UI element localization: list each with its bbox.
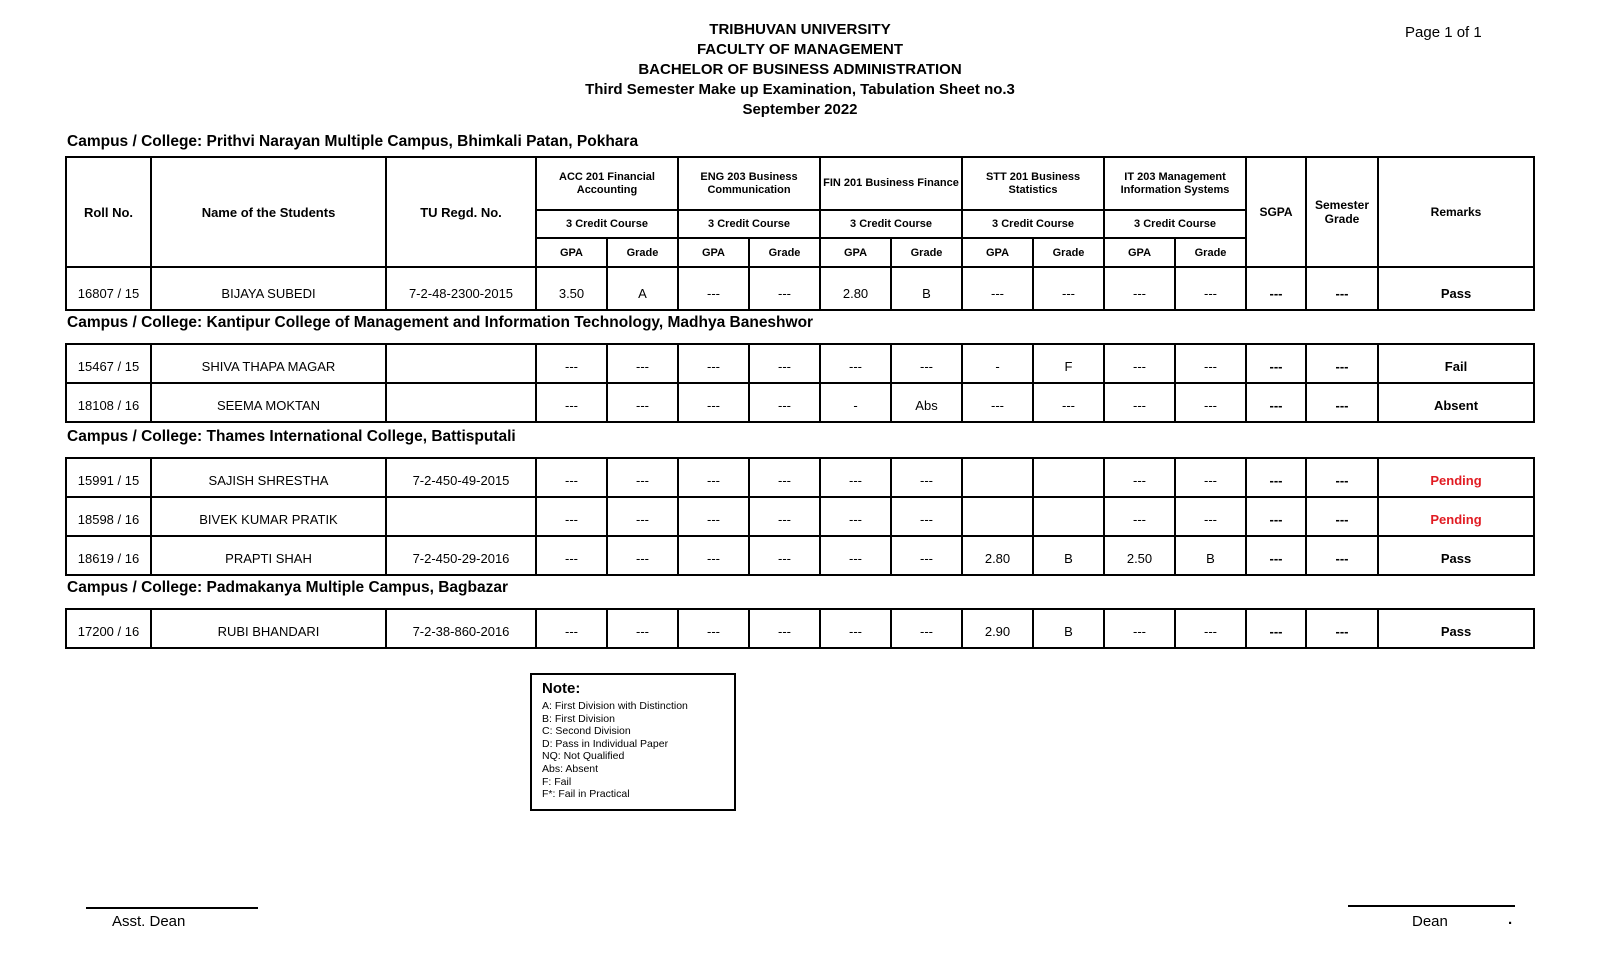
cell-grade: --- (607, 497, 678, 536)
cell-remarks: Pass (1378, 267, 1534, 310)
cell-semester-grade: --- (1306, 344, 1378, 383)
col-header-regd: TU Regd. No. (386, 157, 536, 267)
cell-remarks: Fail (1378, 344, 1534, 383)
table-body (66, 609, 1534, 648)
cell-grade: --- (891, 497, 962, 536)
table-row (66, 497, 1534, 536)
cell-grade: --- (749, 267, 820, 310)
cell-roll-no: 17200 / 16 (66, 609, 151, 648)
cell-semester-grade: --- (1306, 383, 1378, 422)
cell-grade: --- (1175, 383, 1246, 422)
cell-grade: B (1175, 536, 1246, 575)
col-header-grade: Grade (1175, 238, 1246, 267)
cell-sgpa: --- (1246, 609, 1306, 648)
cell-grade: F (1033, 344, 1104, 383)
col-header-remarks: Remarks (1378, 157, 1534, 267)
asst-dean-signature-line (86, 907, 258, 909)
cell-sgpa: --- (1246, 497, 1306, 536)
col-header-credit: 3 Credit Course (962, 210, 1104, 238)
cell-grade: --- (891, 536, 962, 575)
cell-gpa: - (962, 344, 1033, 383)
cell-gpa: --- (678, 497, 749, 536)
col-header-sgpa: SGPA (1246, 157, 1306, 267)
col-header-subject: IT 203 Management Information Systems (1104, 157, 1246, 210)
table-row (66, 383, 1534, 422)
cell-sgpa: --- (1246, 536, 1306, 575)
table-row (66, 267, 1534, 310)
cell-remarks: Absent (1378, 383, 1534, 422)
cell-gpa: --- (678, 383, 749, 422)
cell-roll-no: 18598 / 16 (66, 497, 151, 536)
campus-section (65, 579, 1535, 649)
cell-gpa: --- (536, 458, 607, 497)
note-item: F: Fail (542, 775, 572, 788)
cell-sgpa: --- (1246, 458, 1306, 497)
cell-gpa: --- (678, 344, 749, 383)
cell-remarks: Pending (1378, 497, 1534, 536)
cell-tu-regd-no (386, 497, 536, 536)
cell-gpa: --- (820, 497, 891, 536)
asst-dean-label: Asst. Dean (112, 913, 186, 930)
cell-grade: --- (607, 383, 678, 422)
col-header-grade: Grade (891, 238, 962, 267)
cell-grade: --- (607, 536, 678, 575)
cell-gpa: --- (820, 344, 891, 383)
cell-roll-no: 15991 / 15 (66, 458, 151, 497)
cell-remarks: Pending (1378, 458, 1534, 497)
cell-gpa: --- (1104, 383, 1175, 422)
table-row (66, 609, 1534, 648)
col-header-credit: 3 Credit Course (536, 210, 678, 238)
faculty-name: FACULTY OF MANAGEMENT (696, 41, 904, 58)
cell-tu-regd-no: 7-2-450-29-2016 (386, 536, 536, 575)
col-header-subject: STT 201 Business Statistics (962, 157, 1104, 210)
cell-grade: --- (891, 344, 962, 383)
col-header-credit: 3 Credit Course (820, 210, 962, 238)
table-body (66, 458, 1534, 575)
cell-semester-grade: --- (1306, 497, 1378, 536)
cell-gpa: --- (962, 383, 1033, 422)
cell-grade: --- (891, 609, 962, 648)
cell-grade: B (891, 267, 962, 310)
cell-gpa: --- (820, 536, 891, 575)
col-header-gpa: GPA (1104, 238, 1175, 267)
cell-student-name: SEEMA MOKTAN (151, 383, 386, 422)
cell-grade: Abs (891, 383, 962, 422)
cell-gpa: --- (1104, 497, 1175, 536)
cell-remarks: Pass (1378, 536, 1534, 575)
cell-grade: --- (1175, 344, 1246, 383)
cell-grade (1033, 458, 1104, 497)
note-items (542, 700, 724, 801)
campus-section (65, 428, 1535, 576)
col-header-gpa: GPA (962, 238, 1033, 267)
cell-grade: B (1033, 536, 1104, 575)
cell-grade: --- (749, 497, 820, 536)
campus-heading: Campus / College: Thames International College, Battisputali (67, 428, 516, 445)
col-header-credit: 3 Credit Course (1104, 210, 1246, 238)
cell-grade: --- (1175, 458, 1246, 497)
cell-gpa: --- (678, 458, 749, 497)
cell-gpa: --- (536, 536, 607, 575)
cell-grade: A (607, 267, 678, 310)
cell-grade: --- (891, 458, 962, 497)
cell-grade: --- (749, 344, 820, 383)
cell-grade: --- (1033, 383, 1104, 422)
cell-roll-no: 15467 / 15 (66, 344, 151, 383)
cell-gpa: --- (678, 609, 749, 648)
note-item: C: Second Division (542, 725, 631, 738)
cell-tu-regd-no (386, 383, 536, 422)
cell-tu-regd-no: 7-2-38-860-2016 (386, 609, 536, 648)
cell-grade: --- (749, 383, 820, 422)
col-header-grade: Grade (749, 238, 820, 267)
cell-gpa: --- (1104, 458, 1175, 497)
cell-gpa: --- (962, 267, 1033, 310)
table-row (66, 458, 1534, 497)
university-name: TRIBHUVAN UNIVERSITY (709, 21, 891, 38)
cell-gpa: --- (820, 458, 891, 497)
note-title: Note: (542, 680, 581, 697)
cell-roll-no: 16807 / 15 (66, 267, 151, 310)
table-row (66, 536, 1534, 575)
campus-heading: Campus / College: Kantipur College of Management and Information Technology, Madhya Baneshwor (67, 314, 814, 331)
cell-gpa: --- (1104, 344, 1175, 383)
campus-section (65, 314, 1535, 423)
cell-gpa: 2.80 (820, 267, 891, 310)
cell-grade: --- (607, 458, 678, 497)
cell-gpa: 2.90 (962, 609, 1033, 648)
cell-grade: --- (1175, 497, 1246, 536)
cell-grade: --- (749, 458, 820, 497)
col-header-gpa: GPA (536, 238, 607, 267)
note-item: D: Pass in Individual Paper (542, 737, 669, 750)
cell-gpa: --- (536, 497, 607, 536)
cell-semester-grade: --- (1306, 267, 1378, 310)
col-header-subject: FIN 201 Business Finance (820, 157, 962, 210)
cell-gpa: 3.50 (536, 267, 607, 310)
col-header-grade: Grade (607, 238, 678, 267)
cell-semester-grade: --- (1306, 458, 1378, 497)
cell-sgpa: --- (1246, 344, 1306, 383)
cell-grade (1033, 497, 1104, 536)
cell-gpa (962, 458, 1033, 497)
cell-grade: --- (749, 536, 820, 575)
cell-grade: --- (1033, 267, 1104, 310)
col-header-name: Name of the Students (151, 157, 386, 267)
table-head (66, 157, 1534, 267)
dean-label: Dean (1412, 913, 1448, 930)
col-header-subject: ACC 201 Financial Accounting (536, 157, 678, 210)
campus-section (65, 133, 1535, 311)
col-header-gpa: GPA (678, 238, 749, 267)
table-row (66, 344, 1534, 383)
cell-sgpa: --- (1246, 383, 1306, 422)
cell-grade: --- (607, 609, 678, 648)
cell-grade: --- (1175, 609, 1246, 648)
note-item: B: First Division (542, 712, 615, 725)
cell-student-name: BIVEK KUMAR PRATIK (151, 497, 386, 536)
note-item: NQ: Not Qualified (542, 750, 625, 763)
results-table (65, 156, 1535, 311)
cell-grade: B (1033, 609, 1104, 648)
results-table (65, 608, 1535, 649)
cell-grade: --- (749, 609, 820, 648)
note-item: Abs: Absent (542, 762, 599, 775)
cell-gpa: 2.50 (1104, 536, 1175, 575)
cell-semester-grade: --- (1306, 536, 1378, 575)
cell-tu-regd-no (386, 344, 536, 383)
cell-tu-regd-no: 7-2-48-2300-2015 (386, 267, 536, 310)
results-table (65, 343, 1535, 423)
program-name: BACHELOR OF BUSINESS ADMINISTRATION (638, 61, 962, 78)
header-row-subjects (66, 157, 1534, 210)
dean-signature-line (1348, 905, 1515, 907)
table-body (66, 344, 1534, 422)
cell-gpa: --- (536, 344, 607, 383)
cell-gpa: --- (678, 267, 749, 310)
cell-grade: --- (1175, 267, 1246, 310)
col-header-subject: ENG 203 Business Communication (678, 157, 820, 210)
col-header-gpa: GPA (820, 238, 891, 267)
cell-semester-grade: --- (1306, 609, 1378, 648)
cell-student-name: SAJISH SHRESTHA (151, 458, 386, 497)
grade-legend-note-box (530, 673, 736, 811)
cell-student-name: BIJAYA SUBEDI (151, 267, 386, 310)
cell-gpa: --- (536, 383, 607, 422)
cell-grade: --- (607, 344, 678, 383)
col-header-credit: 3 Credit Course (678, 210, 820, 238)
note-item: A: First Division with Distinction (542, 700, 688, 712)
col-header-semester-grade: Semester Grade (1306, 157, 1378, 267)
results-table (65, 457, 1535, 576)
cell-gpa: --- (536, 609, 607, 648)
page-number: Page 1 of 1 (1405, 24, 1482, 41)
cell-gpa: - (820, 383, 891, 422)
exam-title: Third Semester Make up Examination, Tabulation Sheet no.3 (585, 81, 1015, 98)
cell-sgpa: --- (1246, 267, 1306, 310)
cell-gpa: --- (678, 536, 749, 575)
cell-roll-no: 18619 / 16 (66, 536, 151, 575)
cell-gpa (962, 497, 1033, 536)
cell-student-name: RUBI BHANDARI (151, 609, 386, 648)
cell-gpa: --- (820, 609, 891, 648)
campus-heading: Campus / College: Padmakanya Multiple Campus, Bagbazar (67, 579, 509, 596)
cell-student-name: PRAPTI SHAH (151, 536, 386, 575)
col-header-grade: Grade (1033, 238, 1104, 267)
table-body (66, 267, 1534, 310)
document-title-block (0, 20, 1600, 120)
dean-label-suffix: . (1508, 911, 1513, 928)
cell-gpa: --- (1104, 609, 1175, 648)
cell-roll-no: 18108 / 16 (66, 383, 151, 422)
col-header-roll: Roll No. (66, 157, 151, 267)
note-item: F*: Fail in Practical (542, 788, 630, 801)
cell-remarks: Pass (1378, 609, 1534, 648)
campus-heading: Campus / College: Prithvi Narayan Multiple Campus, Bhimkali Patan, Pokhara (67, 133, 639, 150)
cell-tu-regd-no: 7-2-450-49-2015 (386, 458, 536, 497)
exam-date: September 2022 (742, 101, 858, 118)
cell-student-name: SHIVA THAPA MAGAR (151, 344, 386, 383)
cell-gpa: --- (1104, 267, 1175, 310)
cell-gpa: 2.80 (962, 536, 1033, 575)
